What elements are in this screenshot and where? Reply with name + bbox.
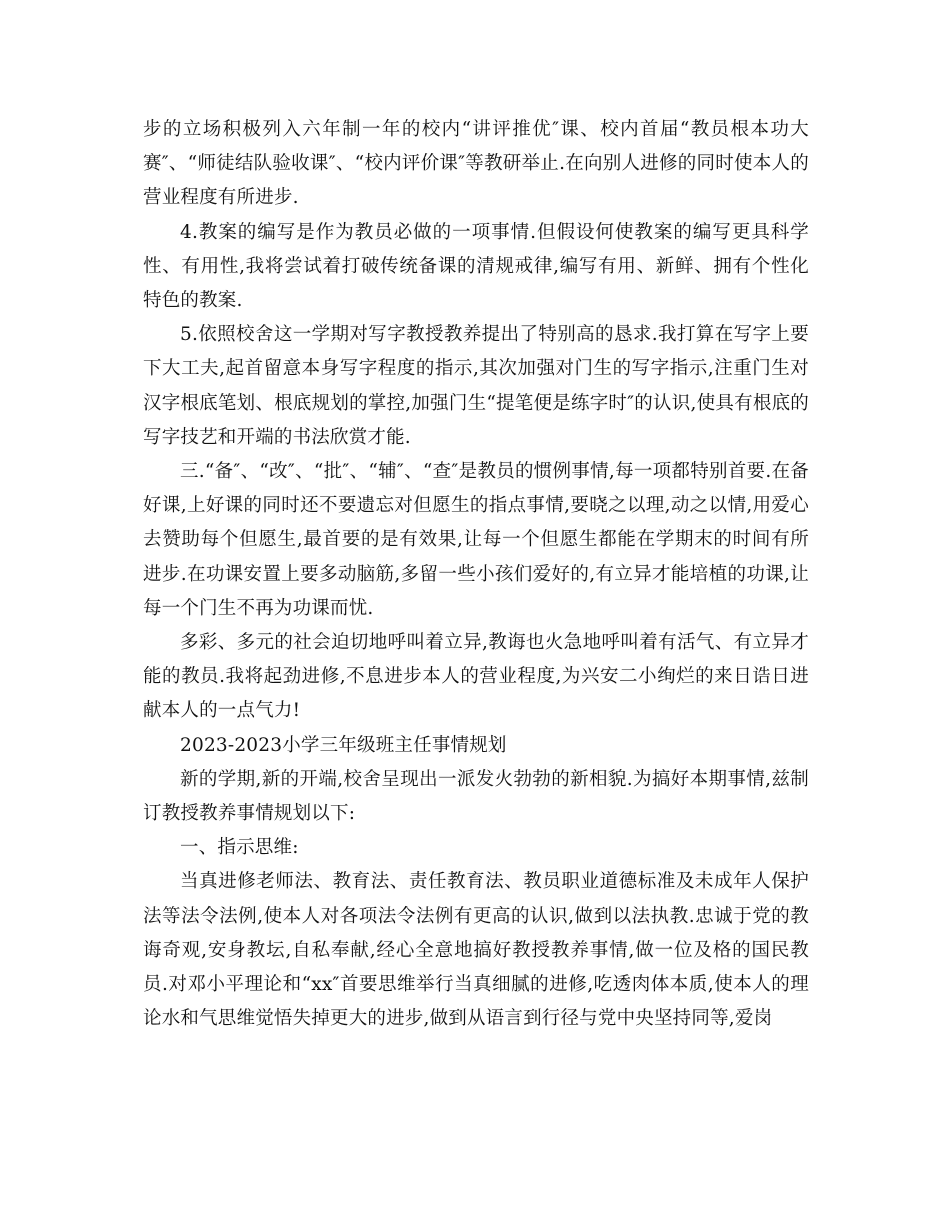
- paragraph-activities: 步的立场积极列入六年制一年的校内“讲评推优″课、校内首届“教员根本功大赛″、“师徒结队验收课″、“校内评价课″等教研举止.在向别人进修的同时使本人的营业程度有所进步.: [143, 119, 809, 209]
- paragraph-lesson-plans: 4.教案的编写是作为教员必做的一项事情.但假设何使教案的编写更具科学性、有用性,我将尝试着打破传统备课的清规戒律,编写有用、新鲜、拥有个性化特色的教案.: [143, 221, 809, 312]
- paragraph-guiding-thought: 当真进修老师法、教育法、责任教育法、教员职业道德标准及未成年人保护法等法令法例,使本人对各项法令法例有更高的认识,做到以法执教.忠诚于党的教诲奇观,安身教坛,自私奉献,经心全意地搞好教授教养事情,做一位及格的国民教员.对邓小平理论和“xx″首要思维举行当真细腻的进修,吃透肉体本质,使本人的理论水和气思维觉悟失掉更大的进步,做到从语言到行径与党中央坚持同等,爱岗: [143, 871, 809, 1030]
- section-title: 2023-2023小学三年级班主任事情规划: [180, 734, 507, 756]
- paragraph-intro: 新的学期,新的开端,校舍呈现出一派发火勃勃的新相貌.为搞好本期事情,兹制订教授教养事情规划以下:: [143, 768, 809, 825]
- paragraph-closing: 多彩、多元的社会迫切地呼叫着立异,教诲也火急地呼叫着有活气、有立异才能的教员.我将起劲进修,不息进步本人的营业程度,为兴安二小绚烂的来日诰日进献本人的一点气力!: [143, 632, 809, 722]
- paragraph-handwriting: 5.依照校舍这一学期对写字教授教养提出了特别高的恳求.我打算在写字上要下大工夫,起首留意本身写字程度的指示,其次加强对门生的写字指示,注重门生对汉字根底笔划、根底规划的掌控,加强门生“提笔便是练字时″的认识,使具有根底的写字技艺和开端的书法欣赏才能.: [143, 324, 809, 448]
- paragraph-routine-work: 三.“备″、“改″、“批″、“辅″、“查″是教员的惯例事情,每一项都特别首要.在备好课,上好课的同时还不要遗忘对但愿生的指点事情,要晓之以理,动之以情,用爱心去赞助每个但愿生,最首要的是有效果,让每一个但愿生都能在学期末的时间有所进步.在功课安置上要多动脑筋,多留一些小孩们爱好的,有立异才能培植的功课,让每一个门生不再为功课而忧.: [143, 461, 809, 619]
- heading-guiding-thought: 一、指示思维:: [180, 837, 299, 859]
- document-body: [143, 113, 809, 1036]
